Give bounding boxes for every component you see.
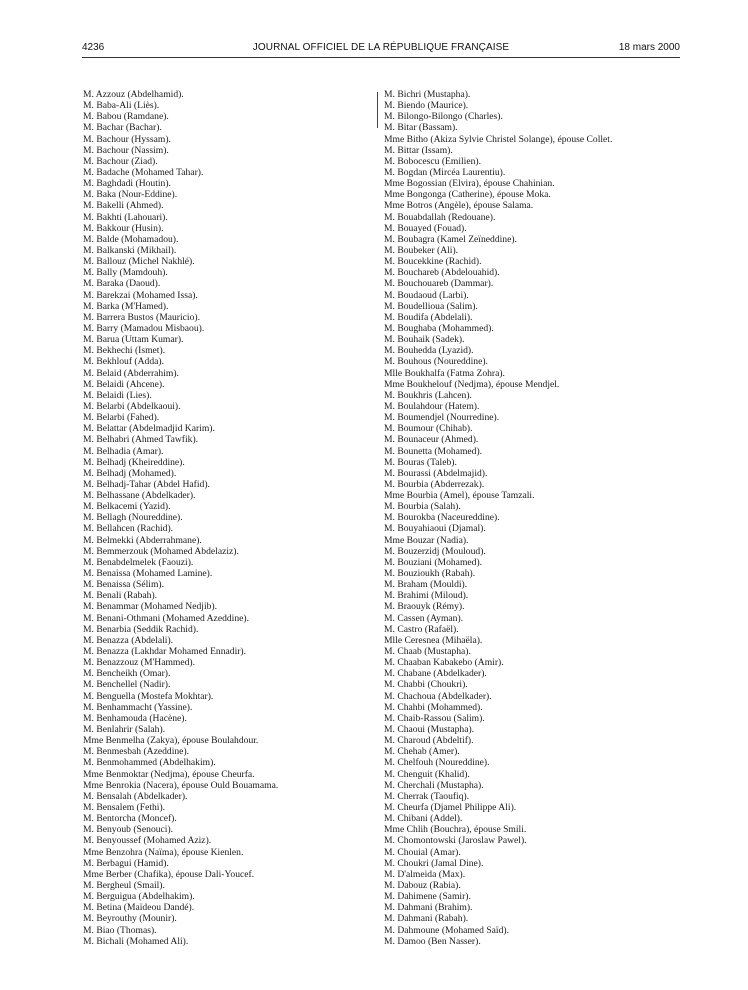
name-entry: Mme Bourbia (Amel), épouse Tamzali.	[384, 490, 535, 502]
name-entry: M. Benazzouz (M'Hammed).	[83, 657, 196, 669]
name-entry: M. Chouial (Amar).	[384, 846, 461, 858]
name-entry: M. Bitar (Bassam).	[384, 122, 458, 134]
name-entry: M. Chaaban Kabakebo (Amir).	[384, 657, 504, 669]
name-entry: M. Barry (Mamadou Misbaou).	[83, 322, 205, 334]
name-entry: M. Bekhlouf (Adda).	[83, 356, 164, 368]
name-entry: M. Chahbi (Mohammed).	[384, 701, 483, 713]
name-entry: M. Benmohammed (Abdelhakim).	[83, 757, 216, 769]
name-entry: M. Beyrouthy (Mounir).	[83, 913, 177, 925]
page-header	[82, 41, 680, 55]
name-entry: M. Belaidi (Ahcene).	[83, 378, 165, 390]
name-entry: M. Belaid (Abderrahim).	[83, 367, 179, 379]
name-entry: M. Belaidi (Lies).	[83, 389, 152, 401]
name-entry: M. Bakelli (Ahmed).	[83, 200, 164, 212]
name-entry: M. Biao (Thomas).	[83, 924, 157, 936]
name-entry: M. Dahmoune (Mohamed Saïd).	[384, 924, 509, 936]
name-entry: M. Bouzioukh (Rabah).	[384, 568, 476, 580]
name-entry: M. Benlahrir (Salah).	[83, 724, 166, 736]
name-entry: M. Benchellel (Nadir).	[83, 679, 171, 691]
name-entry: M. Belhabri (Ahmed Tawfik).	[83, 434, 199, 446]
name-entry: M. Balkanski (Mikhail).	[83, 244, 177, 256]
name-entry: M. Benabdelmelek (Faouzi).	[83, 556, 194, 568]
name-entry: M. Belhadia (Amar).	[83, 445, 164, 457]
name-entry: M. Bogdan (Mircéa Laurentiu).	[384, 166, 506, 178]
name-entry: M. Benarbia (Seddik Rachid).	[83, 623, 199, 635]
name-entry: M. Baka (Nour-Eddine).	[83, 189, 178, 201]
name-entry: M. Chelfouh (Noureddine).	[384, 757, 490, 769]
name-entry: M. D'almeida (Max).	[384, 868, 466, 880]
name-entry: Mme Chlih (Bouchra), épouse Smili.	[384, 824, 527, 836]
name-entry: M. Boumendjel (Nourredine).	[384, 412, 500, 424]
name-entry: M. Belattar (Abdelmadjid Karim).	[83, 423, 215, 435]
name-entry: M. Balde (Mohamadou).	[83, 233, 179, 245]
name-entry: M. Bellagh (Noureddine).	[83, 512, 183, 524]
name-entry: M. Dahmani (Rabah).	[384, 913, 469, 925]
name-entry: M. Dahimene (Samir).	[384, 891, 471, 903]
name-entry: M. Cheurfa (Djamel Philippe Ali).	[384, 802, 517, 813]
name-entry: M. Chabane (Abdelkader).	[384, 668, 487, 680]
name-entry: M. Bounaceur (Ahmed).	[384, 434, 479, 446]
name-entry: M. Bourbia (Salah).	[384, 501, 461, 513]
name-entry: Mme Berber (Chafika), épouse Dali-Youcef.	[83, 868, 255, 880]
name-entry: M. Bachour (Ziad).	[83, 155, 158, 167]
name-entry: M. Brahimi (Miloud).	[384, 590, 469, 602]
name-entry: M. Belarbi (Abdelkaoui).	[83, 400, 181, 412]
name-entry: M. Bachour (Hyssam).	[83, 133, 171, 145]
name-entry: M. Baghdadi (Houtin).	[83, 178, 171, 190]
name-entry: Mme Boukhelouf (Nedjma), épouse Mendjel.	[384, 378, 560, 390]
name-entry: M. Barekzai (Mohamed Issa).	[83, 289, 198, 301]
name-entry: Mme Botros (Angèle), épouse Salama.	[384, 200, 534, 212]
name-entry: M. Boumour (Chihab).	[384, 423, 473, 435]
name-entry: M. Belarbi (Fahed).	[83, 412, 160, 424]
name-entry: Mme Benmoktar (Nedjma), épouse Cheurfa.	[83, 768, 255, 780]
name-entry: M. Benali (Rabah).	[83, 590, 158, 602]
name-entry: M. Chenguit (Khalid).	[384, 768, 470, 780]
name-entry: M. Bally (Mamdouh).	[83, 267, 168, 279]
name-entry: M. Bouhous (Noureddine).	[384, 356, 488, 368]
name-entry: M. Benammar (Mohamed Nedjib).	[83, 601, 218, 613]
name-entry: M. Boubeker (Ali).	[384, 244, 459, 256]
name-entry: M. Bencheikh (Omar).	[83, 668, 171, 680]
name-entry: M. Braouyk (Rémy).	[384, 601, 465, 613]
name-entry: M. Benyoub (Senouci).	[83, 824, 174, 836]
name-entry: M. Benhammacht (Yassine).	[83, 701, 193, 713]
name-entry: M. Bergheul (Smail).	[83, 879, 165, 891]
name-entry: M. Benaissa (Sélim).	[83, 579, 165, 591]
name-entry: M. Boughaba (Mohammed).	[384, 322, 494, 334]
name-entry: M. Benaissa (Mohamed Lamine).	[83, 568, 213, 580]
name-entry: M. Dahmani (Brahim).	[384, 902, 473, 914]
name-entry: M. Bellahcen (Rachid).	[83, 523, 174, 535]
journal-title: JOURNAL OFFICIEL DE LA RÉPUBLIQUE FRANÇAISE	[252, 42, 510, 53]
name-entry: M. Bichri (Mustapha).	[384, 89, 471, 100]
name-entry: M. Choukri (Jamal Dine).	[384, 857, 484, 869]
name-entry: M. Chibani (Addel).	[384, 813, 463, 825]
name-entry: M. Bakkour (Husin).	[83, 222, 164, 234]
name-entry: M. Badache (Mohamed Tahar).	[83, 166, 204, 178]
name-entry: M. Bourokba (Naceureddine).	[384, 512, 500, 524]
name-entry: Mme Benrokia (Nacera), épouse Ould Bouamama.	[83, 779, 279, 791]
name-entry: M. Bakhti (Lahouari).	[83, 211, 168, 223]
name-entry: Mme Benmelha (Zakya), épouse Boulahdour.	[83, 735, 259, 747]
name-entry: M. Chomontowski (Jaroslaw Pawel).	[384, 835, 527, 847]
name-entry: M. Benguella (Mostefa Mokhtar).	[83, 690, 214, 702]
name-entry: M. Belhassane (Abdelkader).	[83, 490, 196, 502]
name-entry: M. Bilongo-Bilongo (Charles).	[384, 111, 503, 123]
name-entry: M. Bouayed (Fouad).	[384, 222, 467, 234]
name-entry: M. Chaab (Mustapha).	[384, 646, 471, 658]
name-entry: M. Benhamouda (Hacène).	[83, 712, 187, 724]
name-entry: M. Biendo (Maurice).	[384, 100, 469, 112]
name-entry: M. Bentorcha (Moncef).	[83, 813, 177, 825]
name-entry: M. Ballouz (Michel Nakhlé).	[83, 256, 195, 268]
name-entry: M. Bouhedda (Lyazid).	[384, 345, 474, 357]
name-entry: M. Bachar (Bachar).	[83, 122, 162, 134]
name-entry: Mlle Boukhalfa (Fatma Zohra).	[384, 367, 505, 379]
name-entry: M. Belmekki (Abderrahmane).	[83, 534, 202, 546]
name-entry: M. Benazza (Abdelali).	[83, 634, 174, 646]
name-entry: Mme Bogossian (Elvira), épouse Chahinian.	[384, 178, 555, 190]
name-entry: M. Dabouz (Rabia).	[384, 879, 461, 891]
left-column-names	[83, 89, 363, 947]
header-rule	[82, 57, 680, 58]
name-entry: Mlle Ceresnea (Mihaëla).	[384, 634, 483, 646]
name-entry: M. Benyoussef (Mohamed Aziz).	[83, 835, 212, 847]
name-entry: M. Barrera Bustos (Mauricio).	[83, 311, 200, 323]
name-entry: M. Bourassi (Abdelmajid).	[384, 467, 488, 479]
name-entry: M. Castro (Rafaël).	[384, 623, 459, 635]
name-entry: M. Bouabdallah (Redouane).	[384, 211, 496, 223]
name-entry: M. Belkacemi (Yazid).	[83, 501, 171, 513]
name-entry: M. Benazza (Lakhdar Mohamed Ennadir).	[83, 646, 247, 658]
column-margin-mark	[377, 92, 378, 128]
name-entry: M. Benani-Othmani (Mohamed Azeddine).	[83, 612, 249, 624]
name-entry: M. Cassen (Ayman).	[384, 612, 464, 624]
name-entry: Mme Benzohra (Naïma), épouse Kienlen.	[83, 846, 244, 858]
name-entry: Mme Bouzar (Nadia).	[384, 534, 469, 546]
name-entry: M. Cherrak (Taoufiq).	[384, 790, 470, 802]
name-entry: M. Cherchali (Mustapha).	[384, 779, 484, 791]
name-entry: Mme Bongonga (Catherine), épouse Moka.	[384, 189, 551, 201]
name-entry: M. Braham (Mouldi).	[384, 579, 468, 591]
name-entry: M. Belhadj-Tahar (Abdel Hafid).	[83, 478, 210, 490]
name-entry: M. Bensalah (Abdelkader).	[83, 790, 188, 802]
name-entry: M. Bouzerzidj (Mouloud).	[384, 545, 486, 557]
name-entry: M. Chabbi (Choukri).	[384, 679, 468, 691]
name-entry: M. Bouchareb (Abdelouahid).	[384, 267, 500, 279]
name-entry: M. Barua (Uttam Kumar).	[83, 334, 184, 346]
name-entry: M. Boulahdour (Hatem).	[384, 400, 480, 412]
name-entry: M. Benmesbah (Azeddine).	[83, 746, 190, 758]
name-entry: Mme Bitho (Akiza Sylvie Christel Solange), épouse Collet.	[384, 133, 613, 145]
name-entry: M. Boukhris (Lahcen).	[384, 389, 472, 401]
name-entry: M. Bachour (Nassim).	[83, 144, 169, 156]
name-entry: M. Berguigua (Abdelhakim).	[83, 891, 195, 903]
name-entry: M. Belhadj (Kheireddine).	[83, 456, 185, 468]
name-entry: M. Chaib-Rassou (Salim).	[384, 712, 485, 724]
page-number: 4236	[82, 42, 105, 53]
issue-date: 18 mars 2000	[618, 42, 680, 53]
name-entry: M. Chachoua (Abdelkader).	[384, 690, 492, 702]
name-entry: M. Boucekkine (Rachid).	[384, 256, 482, 268]
name-entry: M. Bekhechi (Ismet).	[83, 345, 166, 357]
name-entry: M. Bobocescu (Emilien).	[384, 155, 481, 167]
name-entry: M. Bouyahiaoui (Djamal).	[384, 523, 486, 535]
name-entry: M. Damoo (Ben Nasser).	[384, 935, 481, 947]
name-entry: M. Chehab (Amer).	[384, 746, 460, 758]
name-entry: M. Bemmerzouk (Mohamed Abdelaziz).	[83, 545, 239, 557]
name-entry: M. Boudellioua (Salim).	[384, 300, 478, 312]
name-entry: M. Baba-Ali (Liès).	[83, 100, 160, 112]
name-entry: M. Chaoui (Mustapha).	[384, 724, 475, 736]
name-entry: M. Belhadj (Mohamed).	[83, 467, 177, 479]
name-entry: M. Charoud (Abdeltif).	[384, 735, 474, 747]
name-entry: M. Boudifa (Abdelali).	[384, 311, 473, 323]
name-entry: M. Betina (Maïdeou Dandé).	[83, 902, 195, 914]
name-entry: M. Bounetta (Mohamed).	[384, 445, 483, 457]
name-entry: M. Bichali (Mohamed Ali).	[83, 935, 189, 947]
name-entry: M. Bouchouareb (Dammar).	[384, 278, 494, 290]
right-column-names	[384, 89, 684, 947]
name-entry: M. Bourbia (Abderrezak).	[384, 478, 485, 490]
name-entry: M. Barka (M'Hamed).	[83, 300, 169, 312]
name-entry: M. Babou (Ramdane).	[83, 111, 169, 123]
name-entry: M. Bouras (Taleb).	[384, 456, 457, 468]
name-entry: M. Berbagui (Hamid).	[83, 857, 169, 869]
name-entry: M. Boubagra (Kamel Zeïneddine).	[384, 233, 517, 245]
name-entry: M. Boudaoud (Larbi).	[384, 289, 469, 301]
name-entry: M. Bouhaik (Sadek).	[384, 334, 465, 346]
name-entry: M. Bittar (Issam).	[384, 144, 453, 156]
name-entry: M. Azzouz (Abdelhamid).	[83, 89, 184, 100]
name-entry: M. Bensalem (Fethi).	[83, 802, 166, 813]
name-entry: M. Bouziani (Mohamed).	[384, 556, 483, 568]
name-entry: M. Baraka (Daoud).	[83, 278, 161, 290]
